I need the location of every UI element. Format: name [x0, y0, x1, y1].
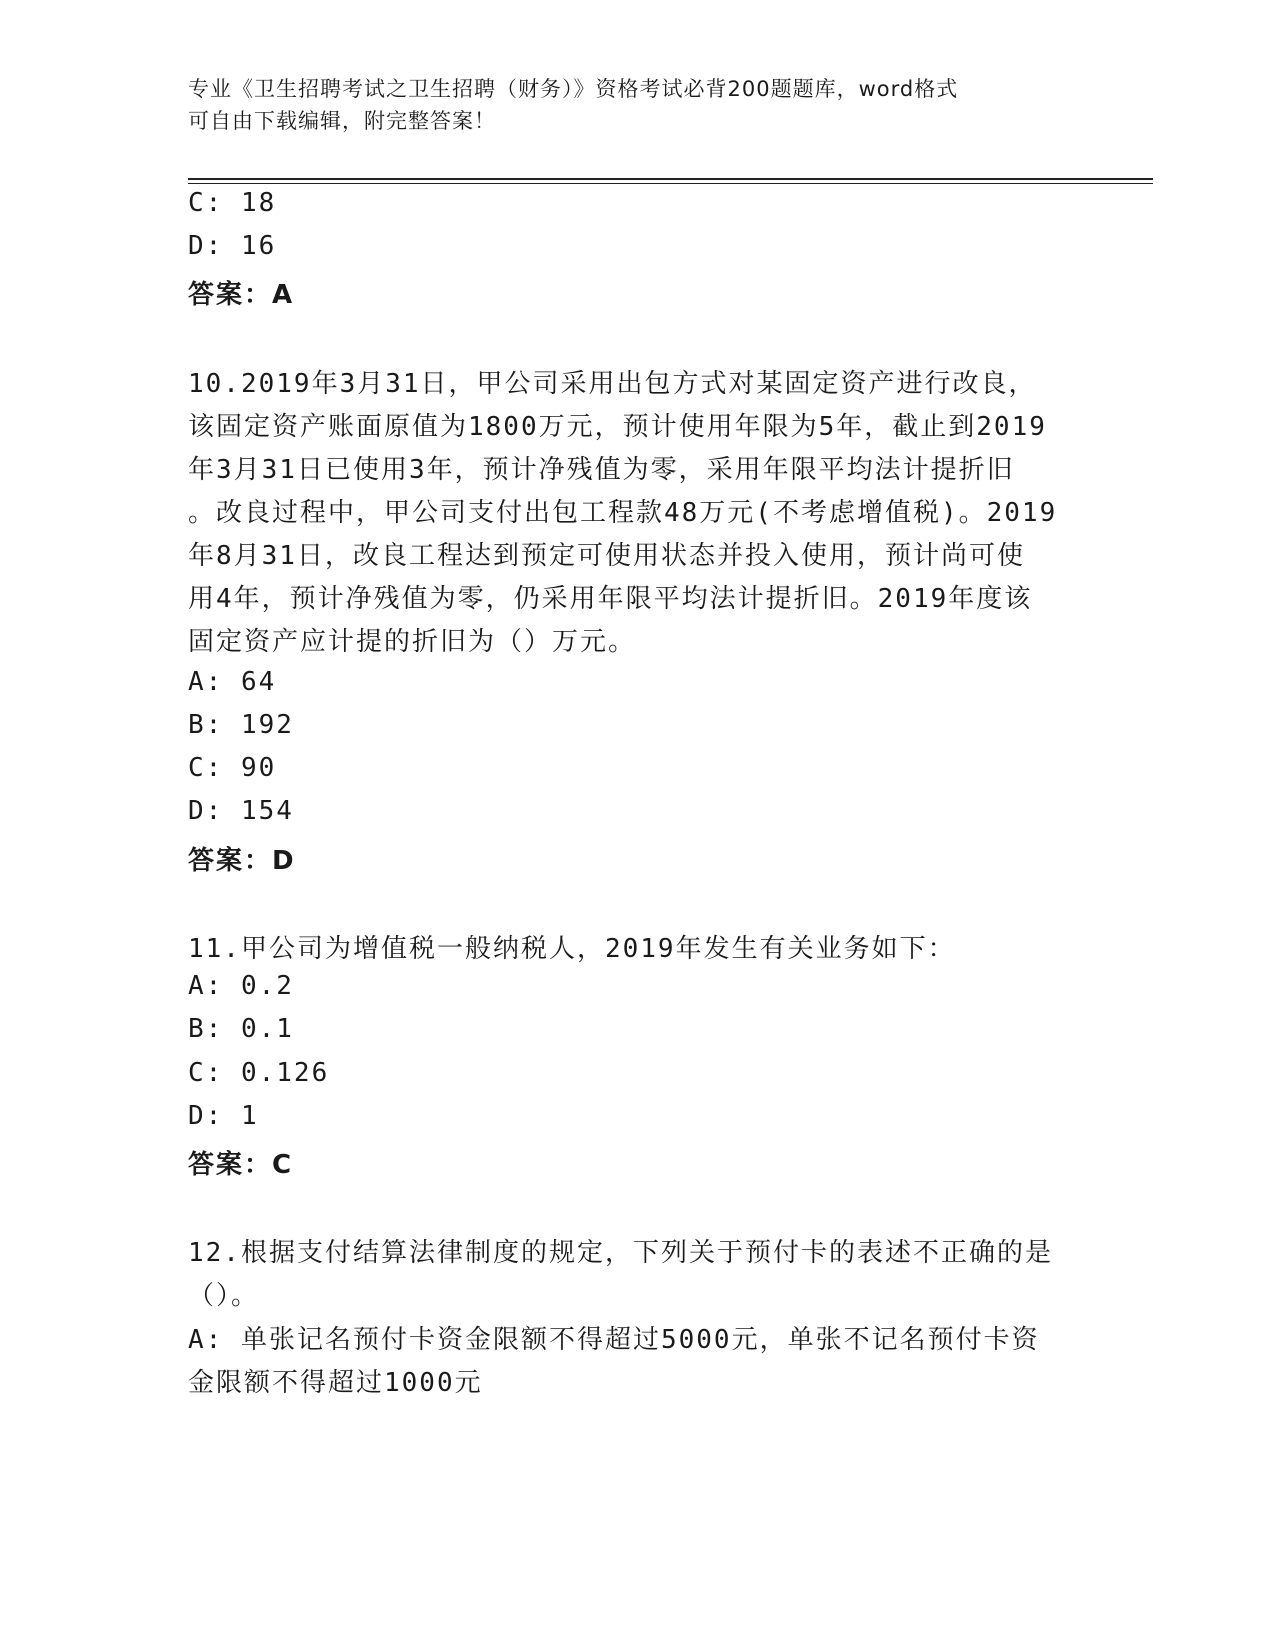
- q9-option-c: C: 18: [188, 188, 277, 218]
- q12-option-a-line-2: 金限额不得超过1000元: [188, 1368, 483, 1398]
- page-header: [188, 73, 1068, 137]
- q9-answer: 答案：A: [188, 280, 295, 310]
- q12-stem-line-2: （）。: [188, 1281, 260, 1311]
- q10-stem-line: 用4年，预计净残值为零，仍采用年限平均法计提折旧。2019年度该: [188, 584, 1033, 614]
- q11-stem: 11.甲公司为增值税一般纳税人，2019年发生有关业务如下：: [188, 934, 956, 964]
- q12-option-a-line-1: A: 单张记名预付卡资金限额不得超过5000元，单张不记名预付卡资: [188, 1325, 1040, 1355]
- q10-stem-line: 固定资产应计提的折旧为（）万元。: [188, 627, 637, 657]
- header-rule-thin: [188, 183, 1153, 184]
- q10-answer: 答案：D: [188, 846, 296, 876]
- header-rule-thick: [188, 178, 1153, 180]
- q11-option-c: C: 0.126: [188, 1058, 330, 1088]
- q11-option-b: B: 0.1: [188, 1014, 294, 1044]
- header-line-1: 专业《卫生招聘考试之卫生招聘（财务）》资格考试必背200题题库，word格式: [188, 77, 959, 101]
- q12-stem-line-1: 12.根据支付结算法律制度的规定，下列关于预付卡的表述不正确的是: [188, 1238, 1053, 1268]
- q10-option-c: C: 90: [188, 753, 277, 783]
- q10-stem-line: 年8月31日，改良工程达到预定可使用状态并投入使用，预计尚可使: [188, 541, 1025, 571]
- q10-option-a: A: 64: [188, 667, 277, 697]
- q10-stem-line: 。改良过程中，甲公司支付出包工程款48万元(不考虑增值税)。2019: [188, 498, 1058, 528]
- header-line-2: 可自由下载编辑，附完整答案！: [188, 109, 496, 133]
- q10-option-d: D: 154: [188, 796, 294, 826]
- q10-stem-line: 年3月31日已使用3年，预计净残值为零，采用年限平均法计提折旧: [188, 455, 1015, 485]
- q10-stem-line: 10.2019年3月31日，甲公司采用出包方式对某固定资产进行改良，: [188, 369, 1037, 399]
- q10-stem-line: 该固定资产账面原值为1800万元，预计使用年限为5年，截止到2019: [188, 412, 1047, 442]
- q11-answer: 答案：C: [188, 1150, 294, 1180]
- q9-option-d: D: 16: [188, 231, 277, 261]
- q11-option-a: A: 0.2: [188, 971, 294, 1001]
- q10-option-b: B: 192: [188, 710, 294, 740]
- q11-option-d: D: 1: [188, 1101, 259, 1131]
